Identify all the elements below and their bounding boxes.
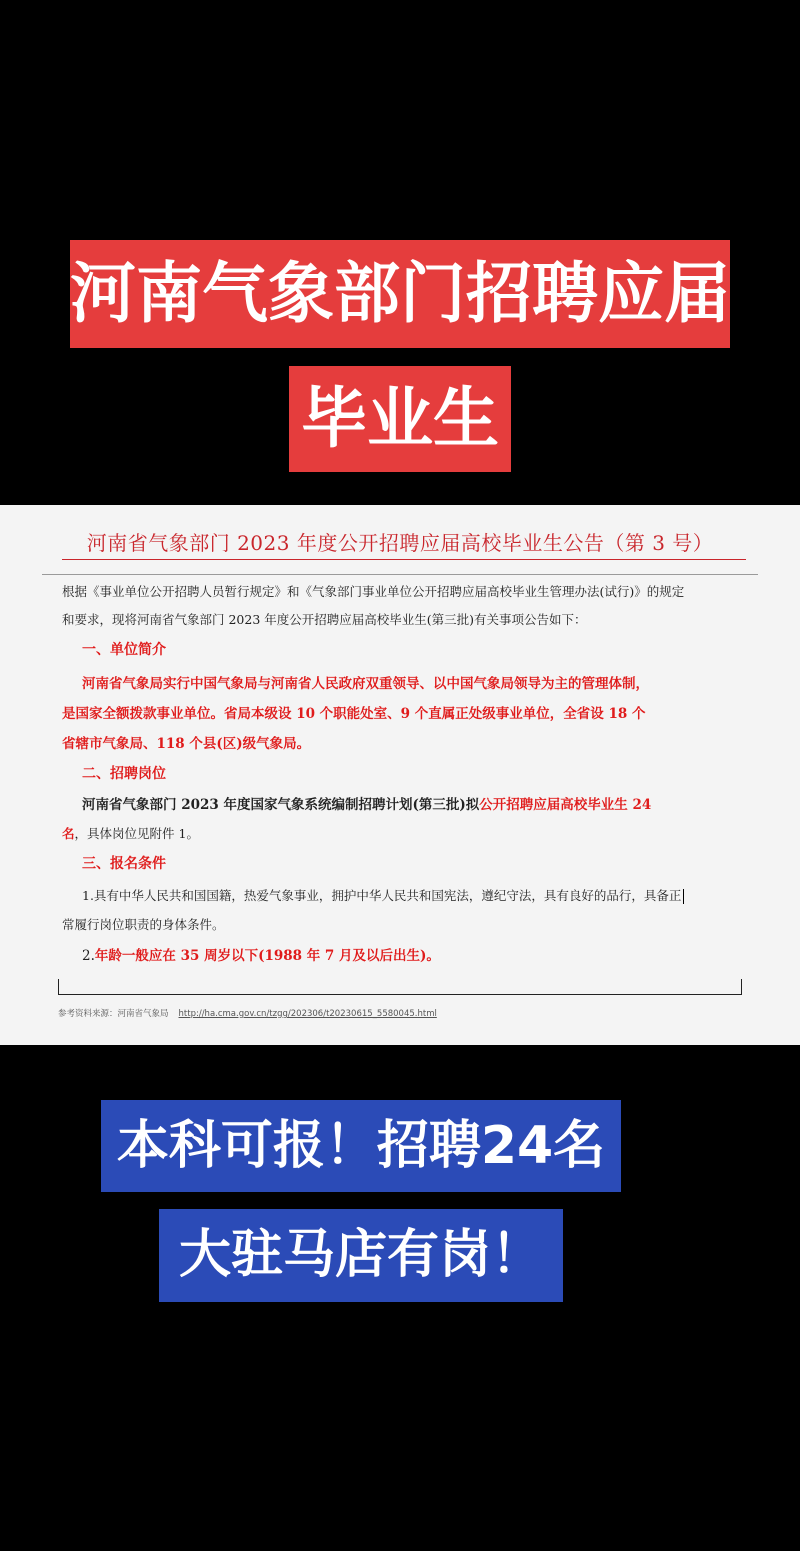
announcement-document	[0, 505, 800, 1045]
condition2-number: 2.	[82, 948, 95, 964]
section2-heading: 二、招聘岗位	[82, 766, 166, 782]
source-link[interactable]: http://ha.cma.gov.cn/tzgg/202306/t20230615_5580045.html	[178, 1009, 437, 1019]
section1-line-2: 是国家全额拨款事业单位。省局本级设 10 个职能处室、9 个直属正处级事业单位，全省设 18 个	[62, 706, 646, 722]
section2-line-1-plain: 河南省气象部门 2023 年度国家气象系统编制招聘计划(第三批)拟	[82, 797, 480, 813]
title-banner-line2: 毕业生	[289, 366, 511, 472]
section2-line-1	[82, 796, 651, 814]
section3-heading: 三、报名条件	[82, 856, 166, 872]
promo-banner-line2: 大驻马店有岗！	[159, 1209, 563, 1302]
condition1-line-2: 常履行岗位职责的身体条件。	[62, 917, 225, 932]
promo-banner-line1: 本科可报！招聘24名	[101, 1100, 621, 1192]
title-banner-line1: 河南气象部门招聘应届	[70, 240, 730, 348]
condition2-text: 年龄一般应在 35 周岁以下(1988 年 7 月及以后出生)。	[94, 948, 440, 964]
section2-line-2-highlight: 名	[62, 826, 75, 841]
document-title: 河南省气象部门 2023 年度公开招聘应届高校毕业生公告（第 3 号）	[86, 531, 714, 555]
section2-line-2-plain: ，具体岗位见附件 1。	[74, 826, 199, 841]
page-edge-line	[42, 574, 758, 575]
section2-line-2	[62, 825, 199, 843]
condition2-line	[82, 947, 440, 965]
intro-line-1: 根据《事业单位公开招聘人员暂行规定》和《气象部门事业单位公开招聘应届高校毕业生管理办法(试行)》的规定	[62, 584, 685, 599]
intro-line-2: 和要求，现将河南省气象部门 2023 年度公开招聘应届高校毕业生(第三批)有关事项公告如下：	[62, 612, 587, 627]
section2-line-1-highlight: 公开招聘应届高校毕业生 24	[479, 797, 652, 813]
source-label: 参考资料来源：河南省气象局	[58, 1009, 169, 1019]
source-reference	[58, 1007, 437, 1019]
section1-heading: 一、单位简介	[82, 642, 166, 658]
title-divider	[62, 559, 746, 560]
section1-line-1: 河南省气象局实行中国气象局与河南省人民政府双重领导、以中国气象局领导为主的管理体制，	[82, 676, 649, 692]
condition1-line-1	[82, 887, 684, 905]
footer-rule	[58, 979, 742, 995]
text-cursor	[683, 889, 684, 904]
condition1-line-1-text: 1.具有中华人民共和国国籍，热爱气象事业，拥护中华人民共和国宪法，遵纪守法，具有良好的品行，具备正	[82, 888, 682, 903]
section1-line-3: 省辖市气象局、118 个县(区)级气象局。	[62, 736, 311, 752]
